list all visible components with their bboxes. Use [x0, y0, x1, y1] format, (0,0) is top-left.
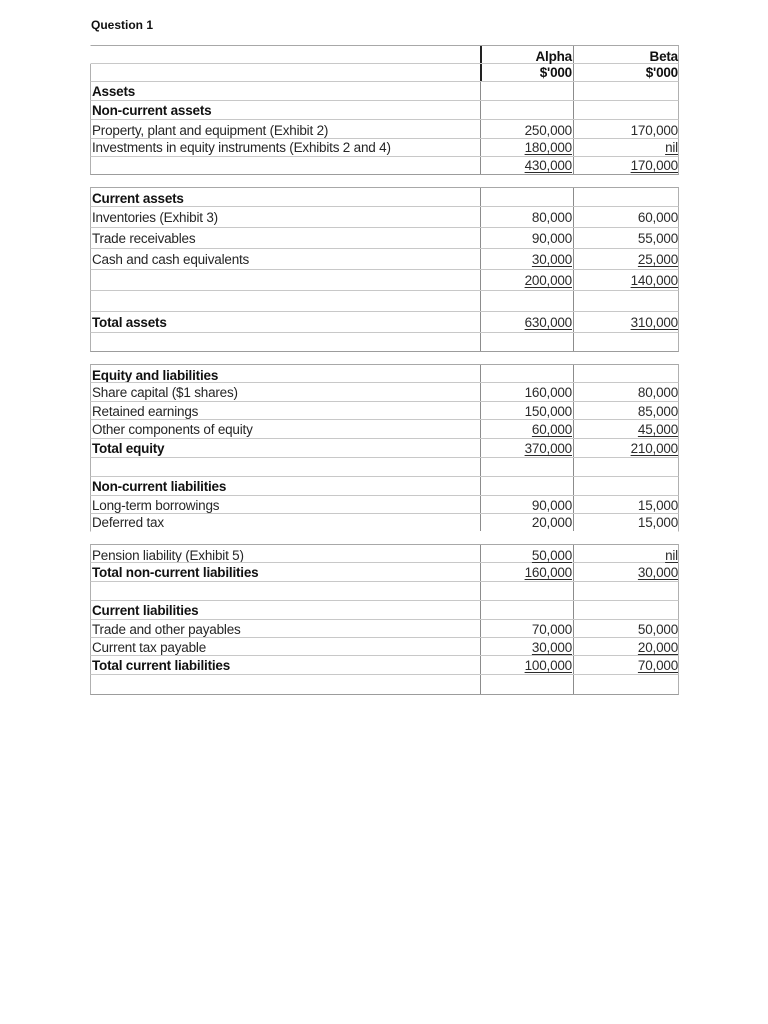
row-label	[91, 291, 481, 311]
beta-value: 50,000	[573, 620, 679, 637]
alpha-value	[480, 312, 573, 332]
subtotal-row	[90, 270, 679, 291]
alpha-value	[480, 439, 573, 457]
section-heading: Non-current assets	[92, 103, 212, 118]
row-label: Trade receivables	[92, 231, 196, 246]
alpha-value	[480, 563, 573, 581]
beta-value	[573, 656, 679, 674]
row-label	[91, 675, 481, 694]
table-row	[90, 402, 679, 420]
alpha-value-text: 30,000	[531, 252, 572, 267]
row-label	[91, 333, 481, 351]
beta-value	[573, 563, 679, 581]
alpha-value: 90,000	[480, 228, 573, 248]
beta-value-text: nil	[665, 140, 678, 155]
row-label: Trade and other payables	[92, 622, 241, 637]
alpha-value: 150,000	[480, 402, 573, 419]
alpha-value-text: 60,000	[531, 422, 572, 437]
table-row	[90, 101, 679, 120]
row-label	[91, 582, 481, 600]
row-label	[91, 270, 481, 290]
table-row	[90, 120, 679, 139]
beta-value-text: 140,000	[630, 273, 678, 288]
alpha-value	[480, 656, 573, 674]
alpha-header-text: Alpha	[535, 49, 572, 64]
header-label-cell	[91, 64, 481, 81]
alpha-value-text: 50,000	[531, 548, 572, 563]
beta-value: 85,000	[573, 402, 679, 419]
total-row	[90, 563, 679, 582]
column-unit-alpha	[480, 64, 573, 81]
beta-value	[573, 365, 679, 382]
blank-row	[90, 458, 679, 477]
question-title: Question 1	[91, 18, 154, 32]
table-row	[90, 620, 679, 638]
alpha-value	[480, 477, 573, 495]
row-label: Cash and cash equivalents	[92, 252, 250, 267]
beta-value: 15,000	[573, 496, 679, 513]
row-label: Long-term borrowings	[92, 498, 220, 513]
row-label: Total equity	[92, 441, 165, 456]
beta-value: 60,000	[573, 207, 679, 227]
row-label: Deferred tax	[92, 515, 164, 530]
alpha-value-text: 160,000	[524, 565, 572, 580]
section-heading: Equity and liabilities	[92, 368, 219, 382]
beta-value	[573, 188, 679, 206]
table-row	[90, 187, 679, 207]
row-label: Retained earnings	[92, 404, 199, 419]
table-row	[90, 601, 679, 620]
beta-value-text: 45,000	[637, 422, 678, 437]
alpha-value	[480, 638, 573, 655]
row-label: Investments in equity instruments (Exhibits 2 and 4)	[92, 140, 391, 155]
alpha-value	[480, 139, 573, 156]
alpha-value: 20,000	[480, 514, 573, 531]
beta-value	[573, 270, 679, 290]
beta-value-text: 20,000	[637, 640, 678, 655]
row-label	[91, 157, 481, 174]
beta-value: 80,000	[573, 383, 679, 401]
beta-value-text: 310,000	[630, 315, 678, 330]
beta-value	[573, 439, 679, 457]
table-row	[90, 139, 679, 157]
blank-row	[90, 675, 679, 695]
subtotal-row	[90, 157, 679, 175]
beta-value	[573, 477, 679, 495]
alpha-value: 160,000	[480, 383, 573, 401]
table-row	[90, 477, 679, 496]
alpha-value-text: 430,000	[524, 158, 572, 173]
section-heading: Current assets	[92, 191, 184, 206]
alpha-value: 80,000	[480, 207, 573, 227]
table-row	[90, 544, 679, 563]
alpha-value	[480, 545, 573, 562]
alpha-value	[480, 675, 573, 694]
alpha-value: 70,000	[480, 620, 573, 637]
beta-value	[573, 333, 679, 351]
table-row	[90, 364, 679, 383]
beta-value	[573, 291, 679, 311]
beta-value	[573, 420, 679, 438]
beta-value: 170,000	[573, 120, 679, 138]
alpha-value	[480, 601, 573, 619]
table-header-row	[90, 64, 679, 82]
alpha-value	[480, 157, 573, 174]
blank-row	[90, 582, 679, 601]
column-header-alpha	[480, 46, 573, 63]
table-row	[90, 207, 679, 228]
table-row	[90, 514, 679, 532]
beta-value	[573, 545, 679, 562]
beta-value	[573, 157, 679, 174]
alpha-value-text: 370,000	[524, 441, 572, 456]
total-row	[90, 312, 679, 333]
row-label: Total current liabilities	[92, 658, 231, 673]
table-row	[90, 420, 679, 439]
alpha-value	[480, 101, 573, 119]
row-label: Total non-current liabilities	[92, 565, 259, 580]
row-label: Total assets	[92, 315, 167, 330]
beta-value: 55,000	[573, 228, 679, 248]
row-label: Property, plant and equipment (Exhibit 2)	[92, 123, 329, 138]
beta-value	[573, 312, 679, 332]
alpha-value	[480, 582, 573, 600]
section-heading: Non-current liabilities	[92, 479, 227, 494]
alpha-value-text: 200,000	[524, 273, 572, 288]
table-row	[90, 82, 679, 101]
section-heading: Assets	[92, 84, 136, 99]
row-label: Inventories (Exhibit 3)	[92, 210, 218, 225]
beta-value	[573, 82, 679, 100]
beta-header-text: Beta	[649, 49, 678, 64]
beta-value	[573, 638, 679, 655]
column-header-beta	[573, 46, 679, 63]
blank-row	[90, 291, 679, 312]
alpha-value	[480, 291, 573, 311]
beta-value: 15,000	[573, 514, 679, 531]
total-row	[90, 656, 679, 675]
beta-value	[573, 582, 679, 600]
beta-value	[573, 458, 679, 476]
beta-value-text: 70,000	[637, 658, 678, 673]
table-row	[90, 383, 679, 402]
alpha-value	[480, 82, 573, 100]
alpha-value: 250,000	[480, 120, 573, 138]
alpha-value: 90,000	[480, 496, 573, 513]
alpha-value	[480, 270, 573, 290]
alpha-value-text: 100,000	[524, 658, 572, 673]
row-label: Other components of equity	[92, 422, 253, 437]
row-label: Pension liability (Exhibit 5)	[92, 548, 244, 562]
alpha-value	[480, 333, 573, 351]
row-label: Share capital ($1 shares)	[92, 385, 238, 400]
beta-value-text: 30,000	[637, 565, 678, 580]
blank-row	[90, 333, 679, 352]
alpha-value-text: 30,000	[531, 640, 572, 655]
beta-value	[573, 601, 679, 619]
beta-value-text: 25,000	[637, 252, 678, 267]
section-heading: Current liabilities	[92, 603, 199, 618]
column-unit-beta	[573, 64, 679, 81]
total-row	[90, 439, 679, 458]
alpha-value	[480, 420, 573, 438]
beta-value	[573, 101, 679, 119]
alpha-unit-text: $'000	[539, 65, 572, 80]
table-row	[90, 228, 679, 249]
table-row	[90, 638, 679, 656]
alpha-value	[480, 365, 573, 382]
beta-value	[573, 139, 679, 156]
header-label-cell	[91, 46, 481, 63]
alpha-value	[480, 249, 573, 269]
alpha-value-text: 180,000	[524, 140, 572, 155]
table-header-row	[90, 45, 679, 64]
beta-value-text: nil	[665, 548, 678, 563]
beta-value	[573, 249, 679, 269]
row-label: Current tax payable	[92, 640, 207, 655]
alpha-value	[480, 458, 573, 476]
table-row	[90, 496, 679, 514]
row-label	[91, 458, 481, 476]
beta-value	[573, 675, 679, 694]
alpha-value	[480, 188, 573, 206]
table-row	[90, 249, 679, 270]
alpha-value-text: 630,000	[524, 315, 572, 330]
beta-value-text: 170,000	[630, 158, 678, 173]
beta-value-text: 210,000	[630, 441, 678, 456]
beta-unit-text: $'000	[645, 65, 678, 80]
